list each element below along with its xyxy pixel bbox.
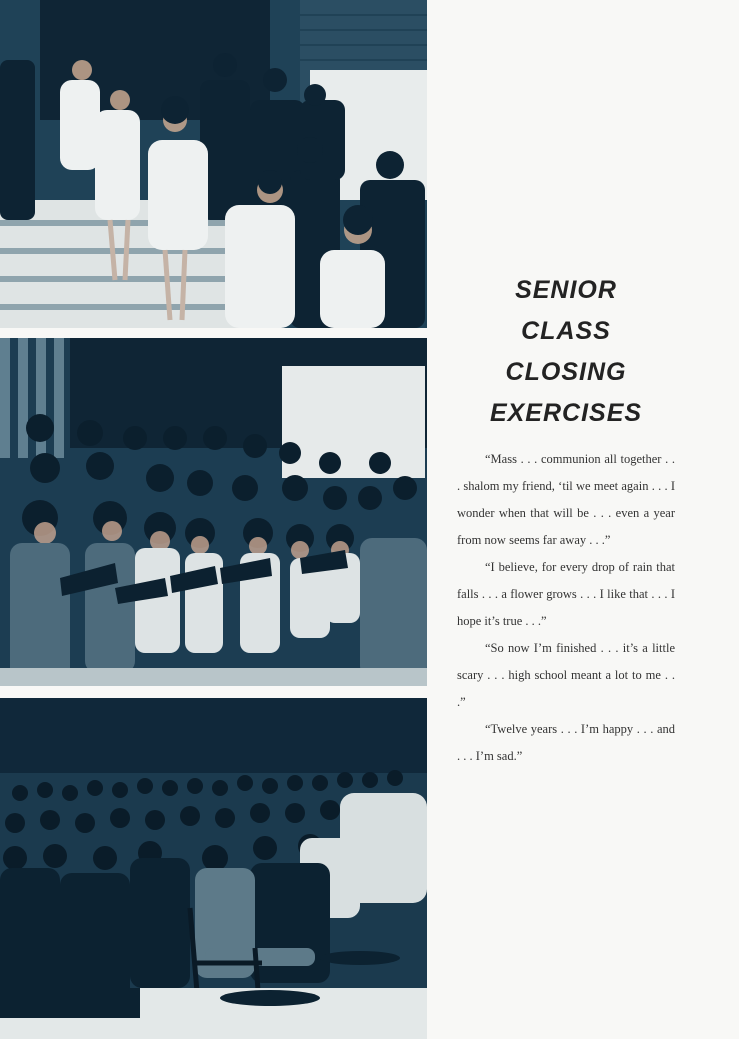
photo-audience — [0, 698, 427, 1039]
quotes-text — [457, 446, 675, 770]
photo-procession-image — [0, 0, 427, 328]
photo-procession — [0, 0, 427, 328]
photo-choir-image — [0, 338, 427, 686]
title-line-2: CLASS — [521, 317, 611, 345]
quote-paragraph: “Twelve years . . . I’m happy . . . and . . . I’m sad.” — [457, 722, 675, 763]
title-line-1: SENIOR — [515, 276, 617, 304]
photo-audience-image — [0, 698, 427, 1039]
quote-paragraph: “I believe, for every drop of rain that falls . . . a flower grows . . . I like that . . . I hope it’s true . . .” — [457, 560, 675, 628]
title-line-4: EXERCISES — [489, 399, 643, 427]
photo-choir — [0, 338, 427, 686]
quote-paragraph: “So now I’m finished . . . it’s a little scary . . . high school meant a lot to me . . .” — [457, 641, 675, 709]
page-title — [440, 270, 692, 434]
title-line-3: CLOSING — [505, 358, 627, 386]
quote-paragraph: “Mass . . . communion all together . . . shalom my friend, ‘til we meet again . . . I wonder when that will be . . . even a year from now seems far away . . .” — [457, 452, 675, 547]
